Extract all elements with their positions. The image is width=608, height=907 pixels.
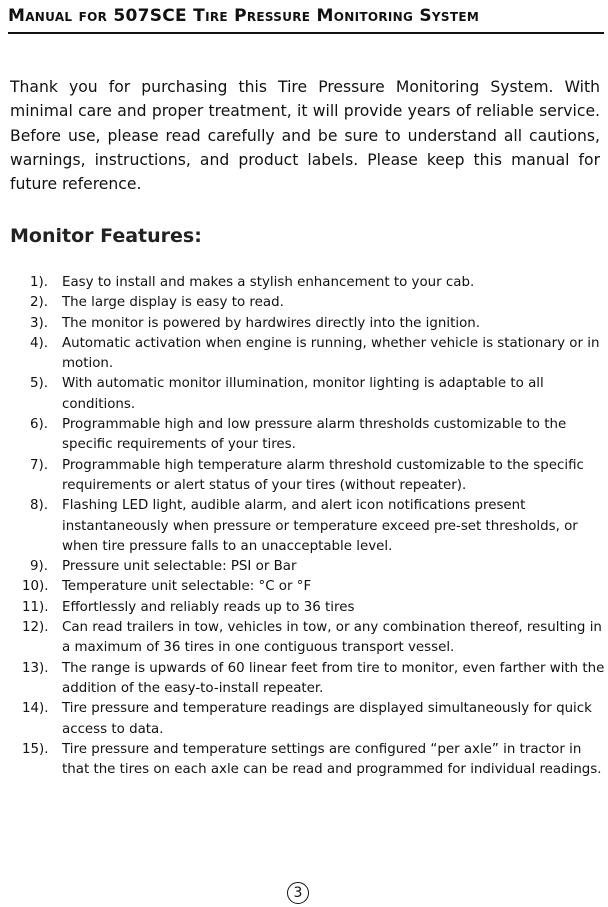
item-text: The range is upwards of 60 linear feet from tire to monitor, even farther with the addition of the easy-to-install repeater. (62, 660, 605, 696)
list-item (10, 659, 605, 700)
list-item (10, 496, 605, 557)
item-number: 1). (30, 275, 49, 290)
item-number: 5). (30, 376, 49, 392)
item-number: 13). (22, 660, 49, 676)
item-number: 4). (30, 335, 49, 351)
intro-paragraph (10, 75, 600, 196)
section-title-monitor-features: Monitor Features: (10, 225, 202, 247)
item-text: The large display is easy to read. (62, 295, 284, 311)
item-number: 15). (22, 741, 49, 757)
list-item (10, 374, 605, 415)
item-number: 12). (22, 620, 49, 636)
item-text: Flashing LED light, audible alarm, and alert icon notifications present instantaneously when pressure or temperature exceed pre-set thresholds, or when tire pressure falls to an unacceptable level. (62, 498, 578, 554)
features-list (10, 273, 605, 780)
list-item (10, 740, 605, 781)
list-item (10, 415, 605, 456)
item-text: Automatic activation when engine is running, whether vehicle is stationary or in motion. (62, 335, 600, 372)
list-item (10, 598, 605, 618)
list-item (10, 557, 605, 577)
item-number: 10). (22, 579, 49, 595)
item-text: Can read trailers in tow, vehicles in tow, or any combination thereof, resulting in a maximum of 36 tires in one contiguous transport vessel. (62, 620, 602, 656)
list-item (10, 273, 605, 293)
list-item (10, 314, 605, 334)
item-text: Programmable high and low pressure alarm thresholds customizable to the specific requirements of your tires. (62, 417, 567, 453)
list-item (10, 577, 605, 597)
item-number: 14). (22, 701, 49, 717)
item-number: 11). (22, 599, 49, 615)
item-text: Effortlessly and reliably reads up to 36 tires (62, 599, 355, 615)
item-text: With automatic monitor illumination, monitor lighting is adaptable to all conditions. (62, 376, 544, 412)
list-item (10, 456, 605, 497)
item-number: 7). (30, 457, 49, 473)
item-text: Easy to install and makes a stylish enhancement to your cab. (62, 275, 475, 290)
intro-text: Thank you for purchasing this Tire Pressure Monitoring System. With minimal care and proper treatment, it will provide years of reliable service. Before use, please read carefully and be sure to understand all cautions, warnings, instructions, and product labels. Please keep this manual for future reference. (10, 78, 600, 194)
item-number: 8). (30, 498, 49, 514)
item-number: 3). (30, 315, 49, 331)
item-text: The monitor is powered by hardwires directly into the ignition. (62, 315, 481, 331)
item-number: 9). (30, 559, 49, 575)
header-divider (8, 32, 604, 34)
item-text: Tire pressure and temperature readings are displayed simultaneously for quick access to data. (62, 701, 592, 737)
item-number: 2). (30, 295, 49, 311)
item-text: Tire pressure and temperature settings are configured “per axle” in tractor in that the tires on each axle can be read and programmed for individual readings. (62, 741, 602, 778)
list-item (10, 293, 605, 313)
item-text: Temperature unit selectable: °C or °F (62, 579, 312, 595)
page-header-title: Manual for 507SCE Tire Pressure Monitoring System (8, 6, 480, 26)
list-item (10, 334, 605, 375)
page-number: 3 (287, 882, 309, 904)
list-item (10, 618, 605, 659)
item-number: 6). (30, 417, 49, 433)
item-text: Programmable high temperature alarm threshold customizable to the specific requirements or alert status of your tires (without repeater). (62, 457, 584, 493)
item-text: Pressure unit selectable: PSI or Bar (62, 559, 297, 575)
list-item (10, 699, 605, 740)
